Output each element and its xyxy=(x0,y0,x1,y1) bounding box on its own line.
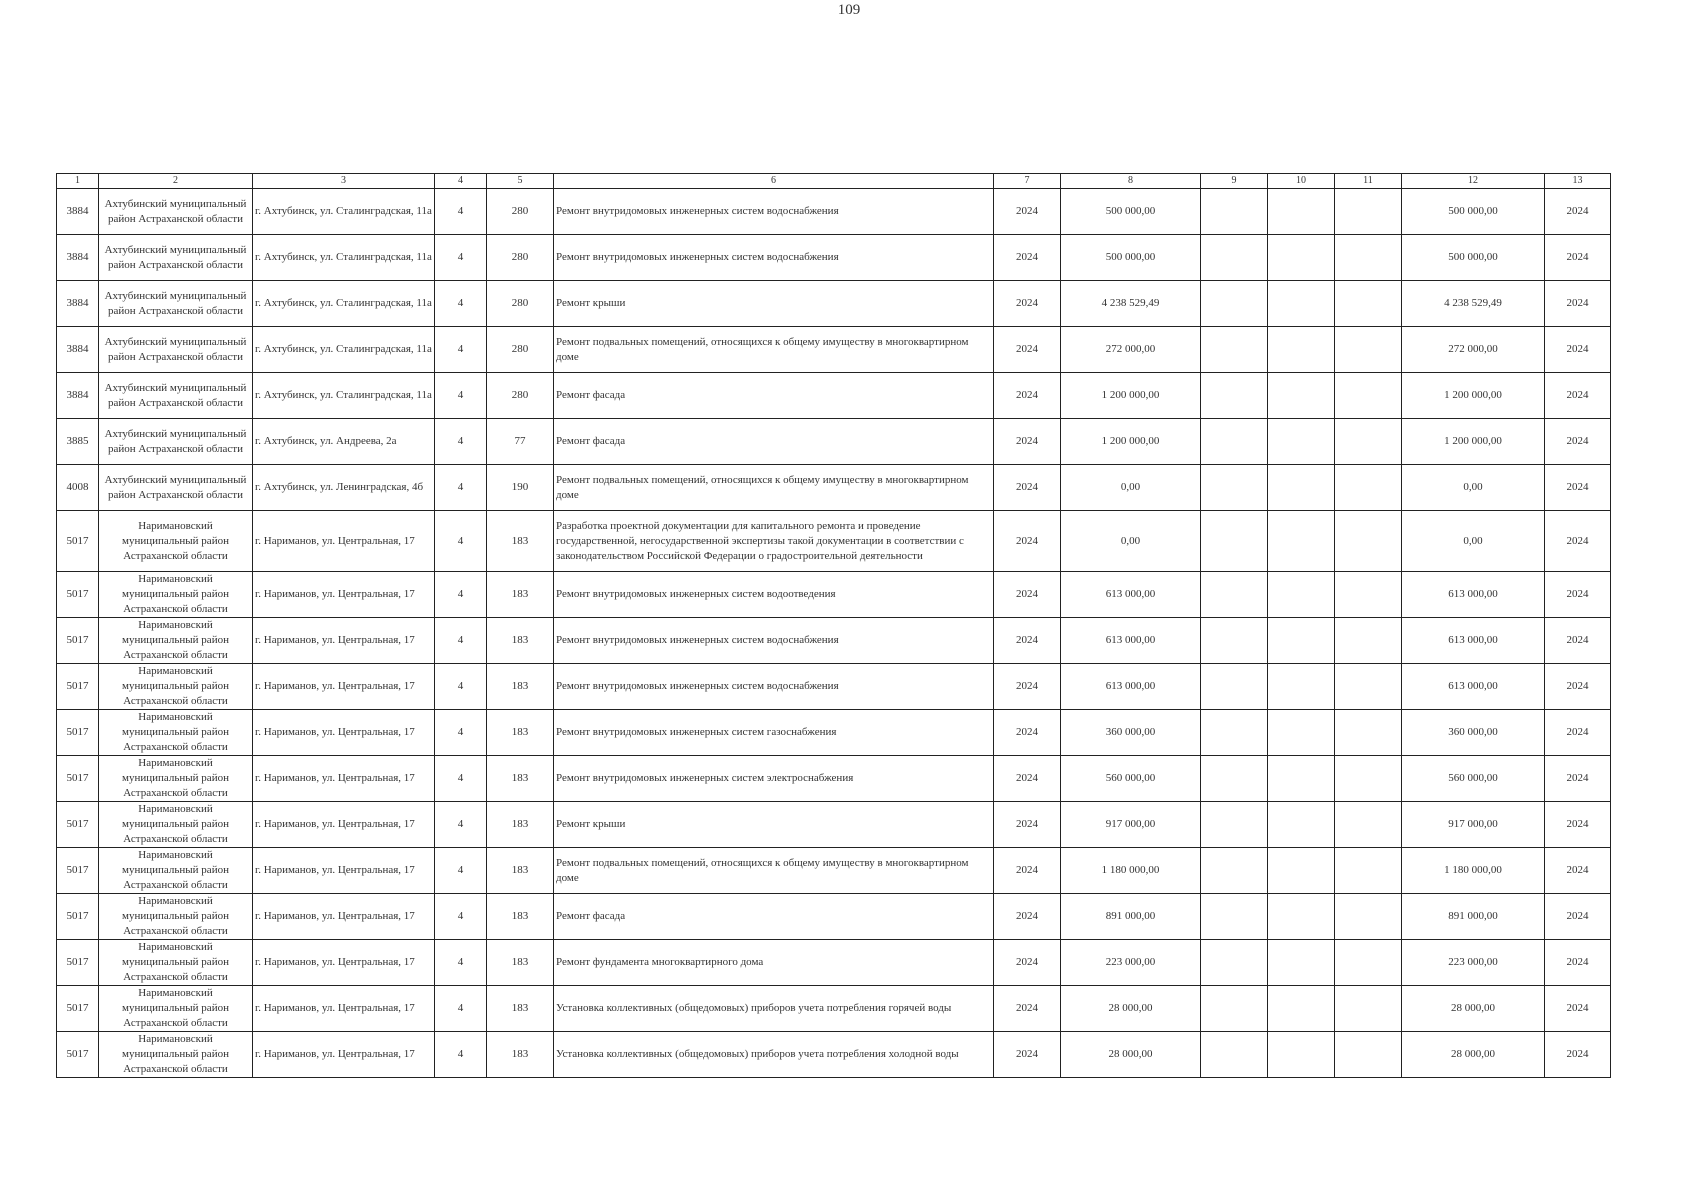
cell-col-11 xyxy=(1335,235,1402,281)
cell-amount-total: 500 000,00 xyxy=(1402,235,1545,281)
cell-amount-total: 917 000,00 xyxy=(1402,802,1545,848)
cell-work-type: Ремонт внутридомовых инженерных систем водоотведения xyxy=(554,572,994,618)
cell-col-9 xyxy=(1201,848,1268,894)
cell-work-type: Ремонт внутридомовых инженерных систем водоснабжения xyxy=(554,235,994,281)
column-header: 11 xyxy=(1335,174,1402,189)
cell-amount-total: 1 200 000,00 xyxy=(1402,373,1545,419)
cell-year-end: 2024 xyxy=(1545,327,1611,373)
cell-col-4: 4 xyxy=(435,894,487,940)
cell-address: г. Ахтубинск, ул. Сталинградская, 11а xyxy=(253,189,435,235)
column-header: 5 xyxy=(487,174,554,189)
table-row xyxy=(57,281,1611,327)
cell-col-10 xyxy=(1268,710,1335,756)
cell-address: г. Ахтубинск, ул. Ленинградская, 4б xyxy=(253,465,435,511)
cell-col-11 xyxy=(1335,710,1402,756)
cell-address: г. Нариманов, ул. Центральная, 17 xyxy=(253,940,435,986)
cell-year-end: 2024 xyxy=(1545,848,1611,894)
cell-col-5: 280 xyxy=(487,189,554,235)
cell-amount-total: 223 000,00 xyxy=(1402,940,1545,986)
cell-address: г. Ахтубинск, ул. Сталинградская, 11а xyxy=(253,281,435,327)
cell-col-5: 190 xyxy=(487,465,554,511)
cell-col-9 xyxy=(1201,986,1268,1032)
column-header: 4 xyxy=(435,174,487,189)
cell-district: Ахтубинский муниципальный район Астраханской области xyxy=(99,373,253,419)
cell-work-type: Ремонт внутридомовых инженерных систем газоснабжения xyxy=(554,710,994,756)
cell-amount: 28 000,00 xyxy=(1061,1032,1201,1078)
cell-amount: 1 200 000,00 xyxy=(1061,419,1201,465)
cell-year-end: 2024 xyxy=(1545,756,1611,802)
cell-work-type: Установка коллективных (общедомовых) приборов учета потребления горячей воды xyxy=(554,986,994,1032)
table-row xyxy=(57,572,1611,618)
cell-address: г. Ахтубинск, ул. Сталинградская, 11а xyxy=(253,373,435,419)
registry-table xyxy=(56,173,1611,1078)
cell-district: Наримановский муниципальный район Астраханской области xyxy=(99,618,253,664)
column-header: 9 xyxy=(1201,174,1268,189)
cell-col-5: 183 xyxy=(487,986,554,1032)
cell-district: Ахтубинский муниципальный район Астраханской области xyxy=(99,465,253,511)
cell-year-end: 2024 xyxy=(1545,235,1611,281)
cell-col-11 xyxy=(1335,618,1402,664)
cell-district: Наримановский муниципальный район Астраханской области xyxy=(99,940,253,986)
cell-col-4: 4 xyxy=(435,465,487,511)
cell-record-number: 3884 xyxy=(57,189,99,235)
cell-col-10 xyxy=(1268,511,1335,572)
cell-address: г. Ахтубинск, ул. Сталинградская, 11а xyxy=(253,235,435,281)
cell-amount-total: 613 000,00 xyxy=(1402,664,1545,710)
cell-col-4: 4 xyxy=(435,986,487,1032)
cell-address: г. Нариманов, ул. Центральная, 17 xyxy=(253,664,435,710)
cell-district: Ахтубинский муниципальный район Астраханской области xyxy=(99,327,253,373)
cell-amount-total: 28 000,00 xyxy=(1402,986,1545,1032)
column-header: 8 xyxy=(1061,174,1201,189)
cell-amount-total: 0,00 xyxy=(1402,465,1545,511)
cell-col-4: 4 xyxy=(435,511,487,572)
cell-col-11 xyxy=(1335,1032,1402,1078)
cell-year-end: 2024 xyxy=(1545,618,1611,664)
cell-year: 2024 xyxy=(994,281,1061,327)
cell-address: г. Нариманов, ул. Центральная, 17 xyxy=(253,710,435,756)
cell-year-end: 2024 xyxy=(1545,465,1611,511)
cell-col-9 xyxy=(1201,465,1268,511)
cell-col-9 xyxy=(1201,327,1268,373)
cell-record-number: 5017 xyxy=(57,756,99,802)
cell-record-number: 3884 xyxy=(57,373,99,419)
cell-col-11 xyxy=(1335,419,1402,465)
cell-col-10 xyxy=(1268,373,1335,419)
cell-col-4: 4 xyxy=(435,848,487,894)
cell-district: Наримановский муниципальный район Астраханской области xyxy=(99,710,253,756)
cell-col-10 xyxy=(1268,986,1335,1032)
cell-col-10 xyxy=(1268,327,1335,373)
cell-year: 2024 xyxy=(994,756,1061,802)
column-header: 3 xyxy=(253,174,435,189)
cell-amount: 500 000,00 xyxy=(1061,189,1201,235)
cell-amount-total: 1 200 000,00 xyxy=(1402,419,1545,465)
cell-district: Ахтубинский муниципальный район Астраханской области xyxy=(99,235,253,281)
cell-district: Ахтубинский муниципальный район Астраханской области xyxy=(99,281,253,327)
cell-amount: 613 000,00 xyxy=(1061,664,1201,710)
cell-amount: 891 000,00 xyxy=(1061,894,1201,940)
table-row xyxy=(57,618,1611,664)
cell-col-4: 4 xyxy=(435,373,487,419)
cell-district: Наримановский муниципальный район Астраханской области xyxy=(99,572,253,618)
cell-col-4: 4 xyxy=(435,572,487,618)
cell-col-9 xyxy=(1201,756,1268,802)
cell-col-10 xyxy=(1268,756,1335,802)
cell-col-5: 280 xyxy=(487,281,554,327)
cell-col-4: 4 xyxy=(435,419,487,465)
cell-col-5: 183 xyxy=(487,756,554,802)
table-row xyxy=(57,1032,1611,1078)
table-row xyxy=(57,986,1611,1032)
page-number: 109 xyxy=(837,2,861,18)
cell-address: г. Нариманов, ул. Центральная, 17 xyxy=(253,802,435,848)
cell-year: 2024 xyxy=(994,572,1061,618)
cell-col-9 xyxy=(1201,802,1268,848)
cell-amount: 360 000,00 xyxy=(1061,710,1201,756)
cell-col-4: 4 xyxy=(435,756,487,802)
cell-year-end: 2024 xyxy=(1545,281,1611,327)
cell-year-end: 2024 xyxy=(1545,419,1611,465)
cell-district: Ахтубинский муниципальный район Астраханской области xyxy=(99,189,253,235)
column-number-row xyxy=(57,174,1611,189)
cell-amount-total: 0,00 xyxy=(1402,511,1545,572)
cell-year: 2024 xyxy=(994,1032,1061,1078)
cell-amount: 223 000,00 xyxy=(1061,940,1201,986)
cell-amount-total: 613 000,00 xyxy=(1402,618,1545,664)
cell-year: 2024 xyxy=(994,327,1061,373)
cell-amount-total: 4 238 529,49 xyxy=(1402,281,1545,327)
cell-amount: 613 000,00 xyxy=(1061,572,1201,618)
table-row xyxy=(57,373,1611,419)
cell-col-10 xyxy=(1268,802,1335,848)
cell-col-11 xyxy=(1335,756,1402,802)
cell-amount: 500 000,00 xyxy=(1061,235,1201,281)
cell-amount-total: 613 000,00 xyxy=(1402,572,1545,618)
cell-work-type: Ремонт фасада xyxy=(554,894,994,940)
cell-amount-total: 500 000,00 xyxy=(1402,189,1545,235)
cell-col-5: 183 xyxy=(487,710,554,756)
cell-year: 2024 xyxy=(994,940,1061,986)
cell-col-9 xyxy=(1201,710,1268,756)
column-header: 13 xyxy=(1545,174,1611,189)
cell-district: Наримановский муниципальный район Астраханской области xyxy=(99,848,253,894)
cell-col-4: 4 xyxy=(435,940,487,986)
column-header: 7 xyxy=(994,174,1061,189)
cell-col-11 xyxy=(1335,986,1402,1032)
cell-col-4: 4 xyxy=(435,1032,487,1078)
cell-year: 2024 xyxy=(994,986,1061,1032)
cell-amount-total: 891 000,00 xyxy=(1402,894,1545,940)
cell-district: Наримановский муниципальный район Астраханской области xyxy=(99,756,253,802)
cell-year: 2024 xyxy=(994,511,1061,572)
cell-amount-total: 272 000,00 xyxy=(1402,327,1545,373)
cell-address: г. Нариманов, ул. Центральная, 17 xyxy=(253,756,435,802)
cell-col-10 xyxy=(1268,940,1335,986)
table-row xyxy=(57,940,1611,986)
cell-address: г. Нариманов, ул. Центральная, 17 xyxy=(253,572,435,618)
cell-record-number: 5017 xyxy=(57,511,99,572)
cell-record-number: 5017 xyxy=(57,618,99,664)
cell-col-10 xyxy=(1268,281,1335,327)
cell-col-9 xyxy=(1201,1032,1268,1078)
cell-year-end: 2024 xyxy=(1545,802,1611,848)
cell-amount-total: 1 180 000,00 xyxy=(1402,848,1545,894)
cell-record-number: 4008 xyxy=(57,465,99,511)
cell-col-5: 183 xyxy=(487,1032,554,1078)
cell-year: 2024 xyxy=(994,235,1061,281)
cell-amount: 4 238 529,49 xyxy=(1061,281,1201,327)
table-row xyxy=(57,235,1611,281)
cell-amount: 28 000,00 xyxy=(1061,986,1201,1032)
cell-amount: 272 000,00 xyxy=(1061,327,1201,373)
cell-address: г. Ахтубинск, ул. Андреева, 2а xyxy=(253,419,435,465)
cell-record-number: 5017 xyxy=(57,894,99,940)
cell-district: Наримановский муниципальный район Астраханской области xyxy=(99,664,253,710)
cell-year-end: 2024 xyxy=(1545,986,1611,1032)
cell-amount: 1 180 000,00 xyxy=(1061,848,1201,894)
table-row xyxy=(57,419,1611,465)
table-row xyxy=(57,189,1611,235)
cell-col-5: 280 xyxy=(487,235,554,281)
cell-work-type: Установка коллективных (общедомовых) приборов учета потребления холодной воды xyxy=(554,1032,994,1078)
table-row xyxy=(57,511,1611,572)
cell-col-9 xyxy=(1201,373,1268,419)
cell-district: Наримановский муниципальный район Астраханской области xyxy=(99,511,253,572)
cell-year-end: 2024 xyxy=(1545,894,1611,940)
cell-col-11 xyxy=(1335,511,1402,572)
cell-col-10 xyxy=(1268,189,1335,235)
table-row xyxy=(57,465,1611,511)
column-header: 10 xyxy=(1268,174,1335,189)
cell-col-9 xyxy=(1201,235,1268,281)
cell-year: 2024 xyxy=(994,465,1061,511)
table-row xyxy=(57,327,1611,373)
cell-col-11 xyxy=(1335,848,1402,894)
cell-col-11 xyxy=(1335,894,1402,940)
cell-record-number: 5017 xyxy=(57,802,99,848)
cell-work-type: Ремонт внутридомовых инженерных систем электроснабжения xyxy=(554,756,994,802)
cell-address: г. Нариманов, ул. Центральная, 17 xyxy=(253,986,435,1032)
column-header: 2 xyxy=(99,174,253,189)
cell-district: Наримановский муниципальный район Астраханской области xyxy=(99,986,253,1032)
cell-work-type: Ремонт крыши xyxy=(554,281,994,327)
cell-col-11 xyxy=(1335,281,1402,327)
cell-col-9 xyxy=(1201,894,1268,940)
cell-address: г. Ахтубинск, ул. Сталинградская, 11а xyxy=(253,327,435,373)
cell-col-10 xyxy=(1268,848,1335,894)
cell-year: 2024 xyxy=(994,894,1061,940)
cell-amount: 0,00 xyxy=(1061,511,1201,572)
cell-col-4: 4 xyxy=(435,281,487,327)
cell-amount-total: 28 000,00 xyxy=(1402,1032,1545,1078)
column-header: 12 xyxy=(1402,174,1545,189)
cell-col-4: 4 xyxy=(435,189,487,235)
table-row xyxy=(57,710,1611,756)
cell-year: 2024 xyxy=(994,848,1061,894)
cell-year-end: 2024 xyxy=(1545,572,1611,618)
cell-year: 2024 xyxy=(994,189,1061,235)
cell-col-9 xyxy=(1201,189,1268,235)
cell-amount-total: 560 000,00 xyxy=(1402,756,1545,802)
cell-address: г. Нариманов, ул. Центральная, 17 xyxy=(253,1032,435,1078)
cell-col-4: 4 xyxy=(435,327,487,373)
table-row xyxy=(57,664,1611,710)
cell-col-5: 183 xyxy=(487,894,554,940)
cell-record-number: 3885 xyxy=(57,419,99,465)
cell-work-type: Ремонт внутридомовых инженерных систем водоснабжения xyxy=(554,618,994,664)
cell-col-9 xyxy=(1201,618,1268,664)
table-row xyxy=(57,802,1611,848)
cell-record-number: 5017 xyxy=(57,664,99,710)
cell-record-number: 5017 xyxy=(57,940,99,986)
cell-col-5: 280 xyxy=(487,373,554,419)
cell-year-end: 2024 xyxy=(1545,189,1611,235)
cell-col-10 xyxy=(1268,465,1335,511)
cell-amount: 613 000,00 xyxy=(1061,618,1201,664)
cell-amount: 560 000,00 xyxy=(1061,756,1201,802)
cell-record-number: 5017 xyxy=(57,986,99,1032)
cell-amount: 0,00 xyxy=(1061,465,1201,511)
cell-work-type: Ремонт внутридомовых инженерных систем водоснабжения xyxy=(554,664,994,710)
cell-record-number: 5017 xyxy=(57,1032,99,1078)
cell-col-11 xyxy=(1335,465,1402,511)
cell-district: Ахтубинский муниципальный район Астраханской области xyxy=(99,419,253,465)
cell-col-10 xyxy=(1268,419,1335,465)
cell-col-4: 4 xyxy=(435,710,487,756)
cell-col-4: 4 xyxy=(435,664,487,710)
cell-record-number: 5017 xyxy=(57,572,99,618)
cell-col-9 xyxy=(1201,511,1268,572)
cell-amount: 917 000,00 xyxy=(1061,802,1201,848)
cell-work-type: Ремонт фасада xyxy=(554,373,994,419)
cell-work-type: Ремонт подвальных помещений, относящихся к общему имуществу в многоквартирном доме xyxy=(554,465,994,511)
cell-col-4: 4 xyxy=(435,618,487,664)
table-row xyxy=(57,756,1611,802)
cell-col-10 xyxy=(1268,618,1335,664)
cell-year-end: 2024 xyxy=(1545,373,1611,419)
cell-year: 2024 xyxy=(994,664,1061,710)
cell-col-9 xyxy=(1201,419,1268,465)
cell-col-5: 77 xyxy=(487,419,554,465)
cell-year: 2024 xyxy=(994,710,1061,756)
cell-col-5: 183 xyxy=(487,511,554,572)
cell-amount: 1 200 000,00 xyxy=(1061,373,1201,419)
cell-record-number: 3884 xyxy=(57,235,99,281)
cell-year-end: 2024 xyxy=(1545,710,1611,756)
cell-address: г. Нариманов, ул. Центральная, 17 xyxy=(253,848,435,894)
cell-col-10 xyxy=(1268,572,1335,618)
cell-year: 2024 xyxy=(994,618,1061,664)
cell-col-4: 4 xyxy=(435,235,487,281)
cell-record-number: 3884 xyxy=(57,327,99,373)
cell-work-type: Ремонт внутридомовых инженерных систем водоснабжения xyxy=(554,189,994,235)
cell-col-9 xyxy=(1201,940,1268,986)
cell-col-5: 183 xyxy=(487,572,554,618)
cell-work-type: Ремонт подвальных помещений, относящихся к общему имуществу в многоквартирном доме xyxy=(554,848,994,894)
cell-year: 2024 xyxy=(994,373,1061,419)
cell-col-5: 183 xyxy=(487,664,554,710)
cell-record-number: 3884 xyxy=(57,281,99,327)
cell-work-type: Ремонт фундамента многоквартирного дома xyxy=(554,940,994,986)
table-row xyxy=(57,848,1611,894)
cell-col-11 xyxy=(1335,189,1402,235)
cell-district: Наримановский муниципальный район Астраханской области xyxy=(99,802,253,848)
cell-col-5: 183 xyxy=(487,940,554,986)
cell-work-type: Ремонт подвальных помещений, относящихся к общему имуществу в многоквартирном доме xyxy=(554,327,994,373)
column-header: 6 xyxy=(554,174,994,189)
cell-col-4: 4 xyxy=(435,802,487,848)
cell-col-9 xyxy=(1201,281,1268,327)
cell-address: г. Нариманов, ул. Центральная, 17 xyxy=(253,894,435,940)
cell-col-11 xyxy=(1335,373,1402,419)
cell-col-10 xyxy=(1268,1032,1335,1078)
cell-col-9 xyxy=(1201,572,1268,618)
cell-year-end: 2024 xyxy=(1545,1032,1611,1078)
cell-col-11 xyxy=(1335,802,1402,848)
cell-district: Наримановский муниципальный район Астраханской области xyxy=(99,894,253,940)
cell-col-5: 183 xyxy=(487,618,554,664)
cell-district: Наримановский муниципальный район Астраханской области xyxy=(99,1032,253,1078)
cell-work-type: Ремонт фасада xyxy=(554,419,994,465)
cell-record-number: 5017 xyxy=(57,710,99,756)
cell-year: 2024 xyxy=(994,802,1061,848)
cell-work-type: Ремонт крыши xyxy=(554,802,994,848)
registry-body xyxy=(57,189,1611,1078)
cell-col-9 xyxy=(1201,664,1268,710)
cell-year-end: 2024 xyxy=(1545,940,1611,986)
cell-year-end: 2024 xyxy=(1545,664,1611,710)
cell-record-number: 5017 xyxy=(57,848,99,894)
cell-address: г. Нариманов, ул. Центральная, 17 xyxy=(253,618,435,664)
cell-col-11 xyxy=(1335,940,1402,986)
cell-col-11 xyxy=(1335,327,1402,373)
cell-year: 2024 xyxy=(994,419,1061,465)
table-row xyxy=(57,894,1611,940)
cell-col-10 xyxy=(1268,235,1335,281)
cell-year-end: 2024 xyxy=(1545,511,1611,572)
cell-work-type: Разработка проектной документации для капитального ремонта и проведение государственной, негосударственной экспертизы такой документации в соответствии с законодательством Российской Федерации о градостроительной деятельности xyxy=(554,511,994,572)
cell-col-5: 183 xyxy=(487,848,554,894)
cell-address: г. Нариманов, ул. Центральная, 17 xyxy=(253,511,435,572)
cell-col-10 xyxy=(1268,894,1335,940)
cell-col-11 xyxy=(1335,572,1402,618)
column-header: 1 xyxy=(57,174,99,189)
cell-col-11 xyxy=(1335,664,1402,710)
cell-col-5: 183 xyxy=(487,802,554,848)
cell-col-5: 280 xyxy=(487,327,554,373)
cell-amount-total: 360 000,00 xyxy=(1402,710,1545,756)
cell-col-10 xyxy=(1268,664,1335,710)
